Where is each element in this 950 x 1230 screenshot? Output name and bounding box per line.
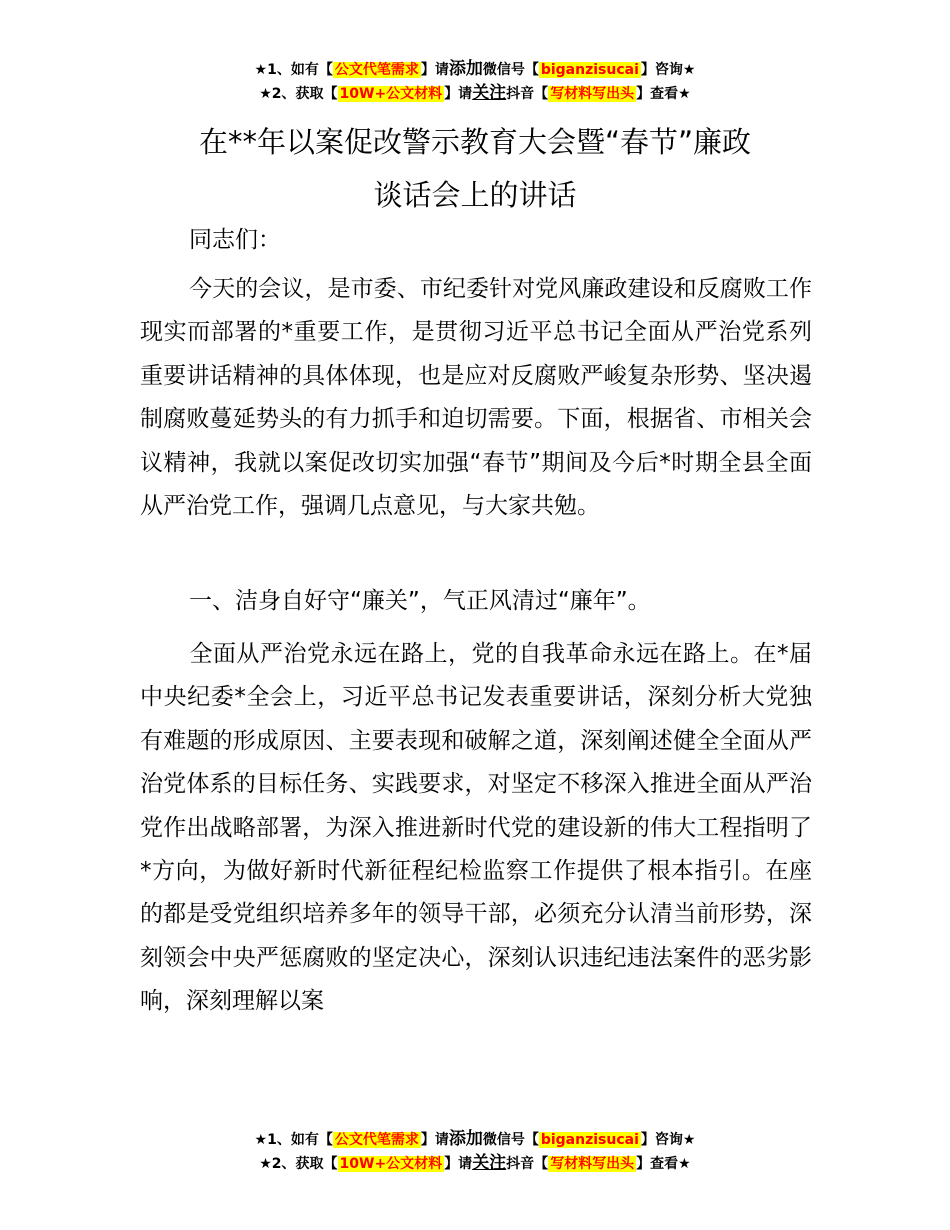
header-banner — [0, 58, 950, 106]
highlight-service: 公文代笔需求 — [334, 1132, 419, 1148]
body-paragraph-2: 全面从严治党永远在路上，党的自我革命永远在路上。在*届中央纪委*全会上，习近平总书记发表重要讲话，深刻分析大党独有难题的形成原因、主要表现和破解之道，深刻阐述健全全面从严治党体系的目标任务、实践要求，对坚定不移深入推进全面从严治党作出战略部署，为深入推进新时代党的建设新的伟大工程指明了*方向，为做好新时代新征程纪检监察工作提供了根本指引。在座的都是受党组织培养多年的领导干部，必须充分认清当前形势，深刻领会中央严惩腐败的坚定决心，深刻认识违纪违法案件的恶劣影响，深刻理解以案 — [140, 641, 812, 1015]
highlight-douyin-account: 写材料写出头 — [550, 1156, 635, 1172]
highlight-materials: 10W+公文材料 — [339, 1156, 443, 1172]
highlight-douyin-account: 写材料写出头 — [550, 86, 635, 102]
banner-text: 微信号【 — [482, 62, 539, 78]
banner-text: ★1、如有【 — [254, 62, 333, 78]
banner-text: ★2、获取【 — [259, 1156, 338, 1172]
highlight-materials: 10W+公文材料 — [339, 86, 443, 102]
banner-text: 】咨询★ — [640, 1132, 696, 1148]
section-heading-1: 一、洁身自好守“廉关”，气正风清过“廉年”。 — [189, 588, 651, 614]
banner-text: 抖音【 — [506, 86, 549, 102]
banner-line-2 — [0, 82, 950, 106]
banner-text: 微信号【 — [482, 1132, 539, 1148]
title-line-1: 在**年以案促改警示教育大会暨“春节”廉政 — [198, 125, 752, 159]
banner-text: 】请 — [444, 1156, 473, 1172]
banner-emphasis: 添加 — [448, 59, 483, 79]
banner-emphasis: 关注 — [472, 83, 507, 103]
banner-text: 】查看★ — [636, 86, 691, 102]
banner-text: 】查看★ — [636, 1156, 691, 1172]
highlight-wechat-id: biganzisucai — [540, 1132, 639, 1148]
banner-line-2 — [0, 1152, 950, 1176]
banner-text: ★2、获取【 — [259, 86, 338, 102]
banner-text: 抖音【 — [506, 1156, 549, 1172]
banner-text: 】请 — [420, 62, 449, 78]
highlight-wechat-id: biganzisucai — [540, 62, 639, 78]
salutation: 同志们： — [189, 227, 281, 253]
body-paragraph-1: 今天的会议，是市委、市纪委针对党风廉政建设和反腐败工作现实而部署的*重要工作，是贯彻习近平总书记全面从严治党系列重要讲话精神的具体体现，也是应对反腐败严峻复杂形势、坚决遏制腐败蔓延势头的有力抓手和迫切需要。下面，根据省、市相关会议精神，我就以案促改切实加强“春节”期间及今后*时期全县全面从严治党工作，强调几点意见，与大家共勉。 — [140, 276, 812, 520]
banner-emphasis: 添加 — [448, 1129, 483, 1149]
banner-line-1 — [0, 58, 950, 82]
footer-banner — [0, 1128, 950, 1176]
highlight-service: 公文代笔需求 — [334, 62, 419, 78]
banner-line-1 — [0, 1128, 950, 1152]
banner-text: 】请 — [420, 1132, 449, 1148]
document-title — [100, 116, 850, 222]
banner-emphasis: 关注 — [472, 1153, 507, 1173]
title-line-2: 谈话会上的讲话 — [373, 178, 577, 212]
banner-text: 】咨询★ — [640, 62, 696, 78]
banner-text: 】请 — [444, 86, 473, 102]
banner-text: ★1、如有【 — [254, 1132, 333, 1148]
